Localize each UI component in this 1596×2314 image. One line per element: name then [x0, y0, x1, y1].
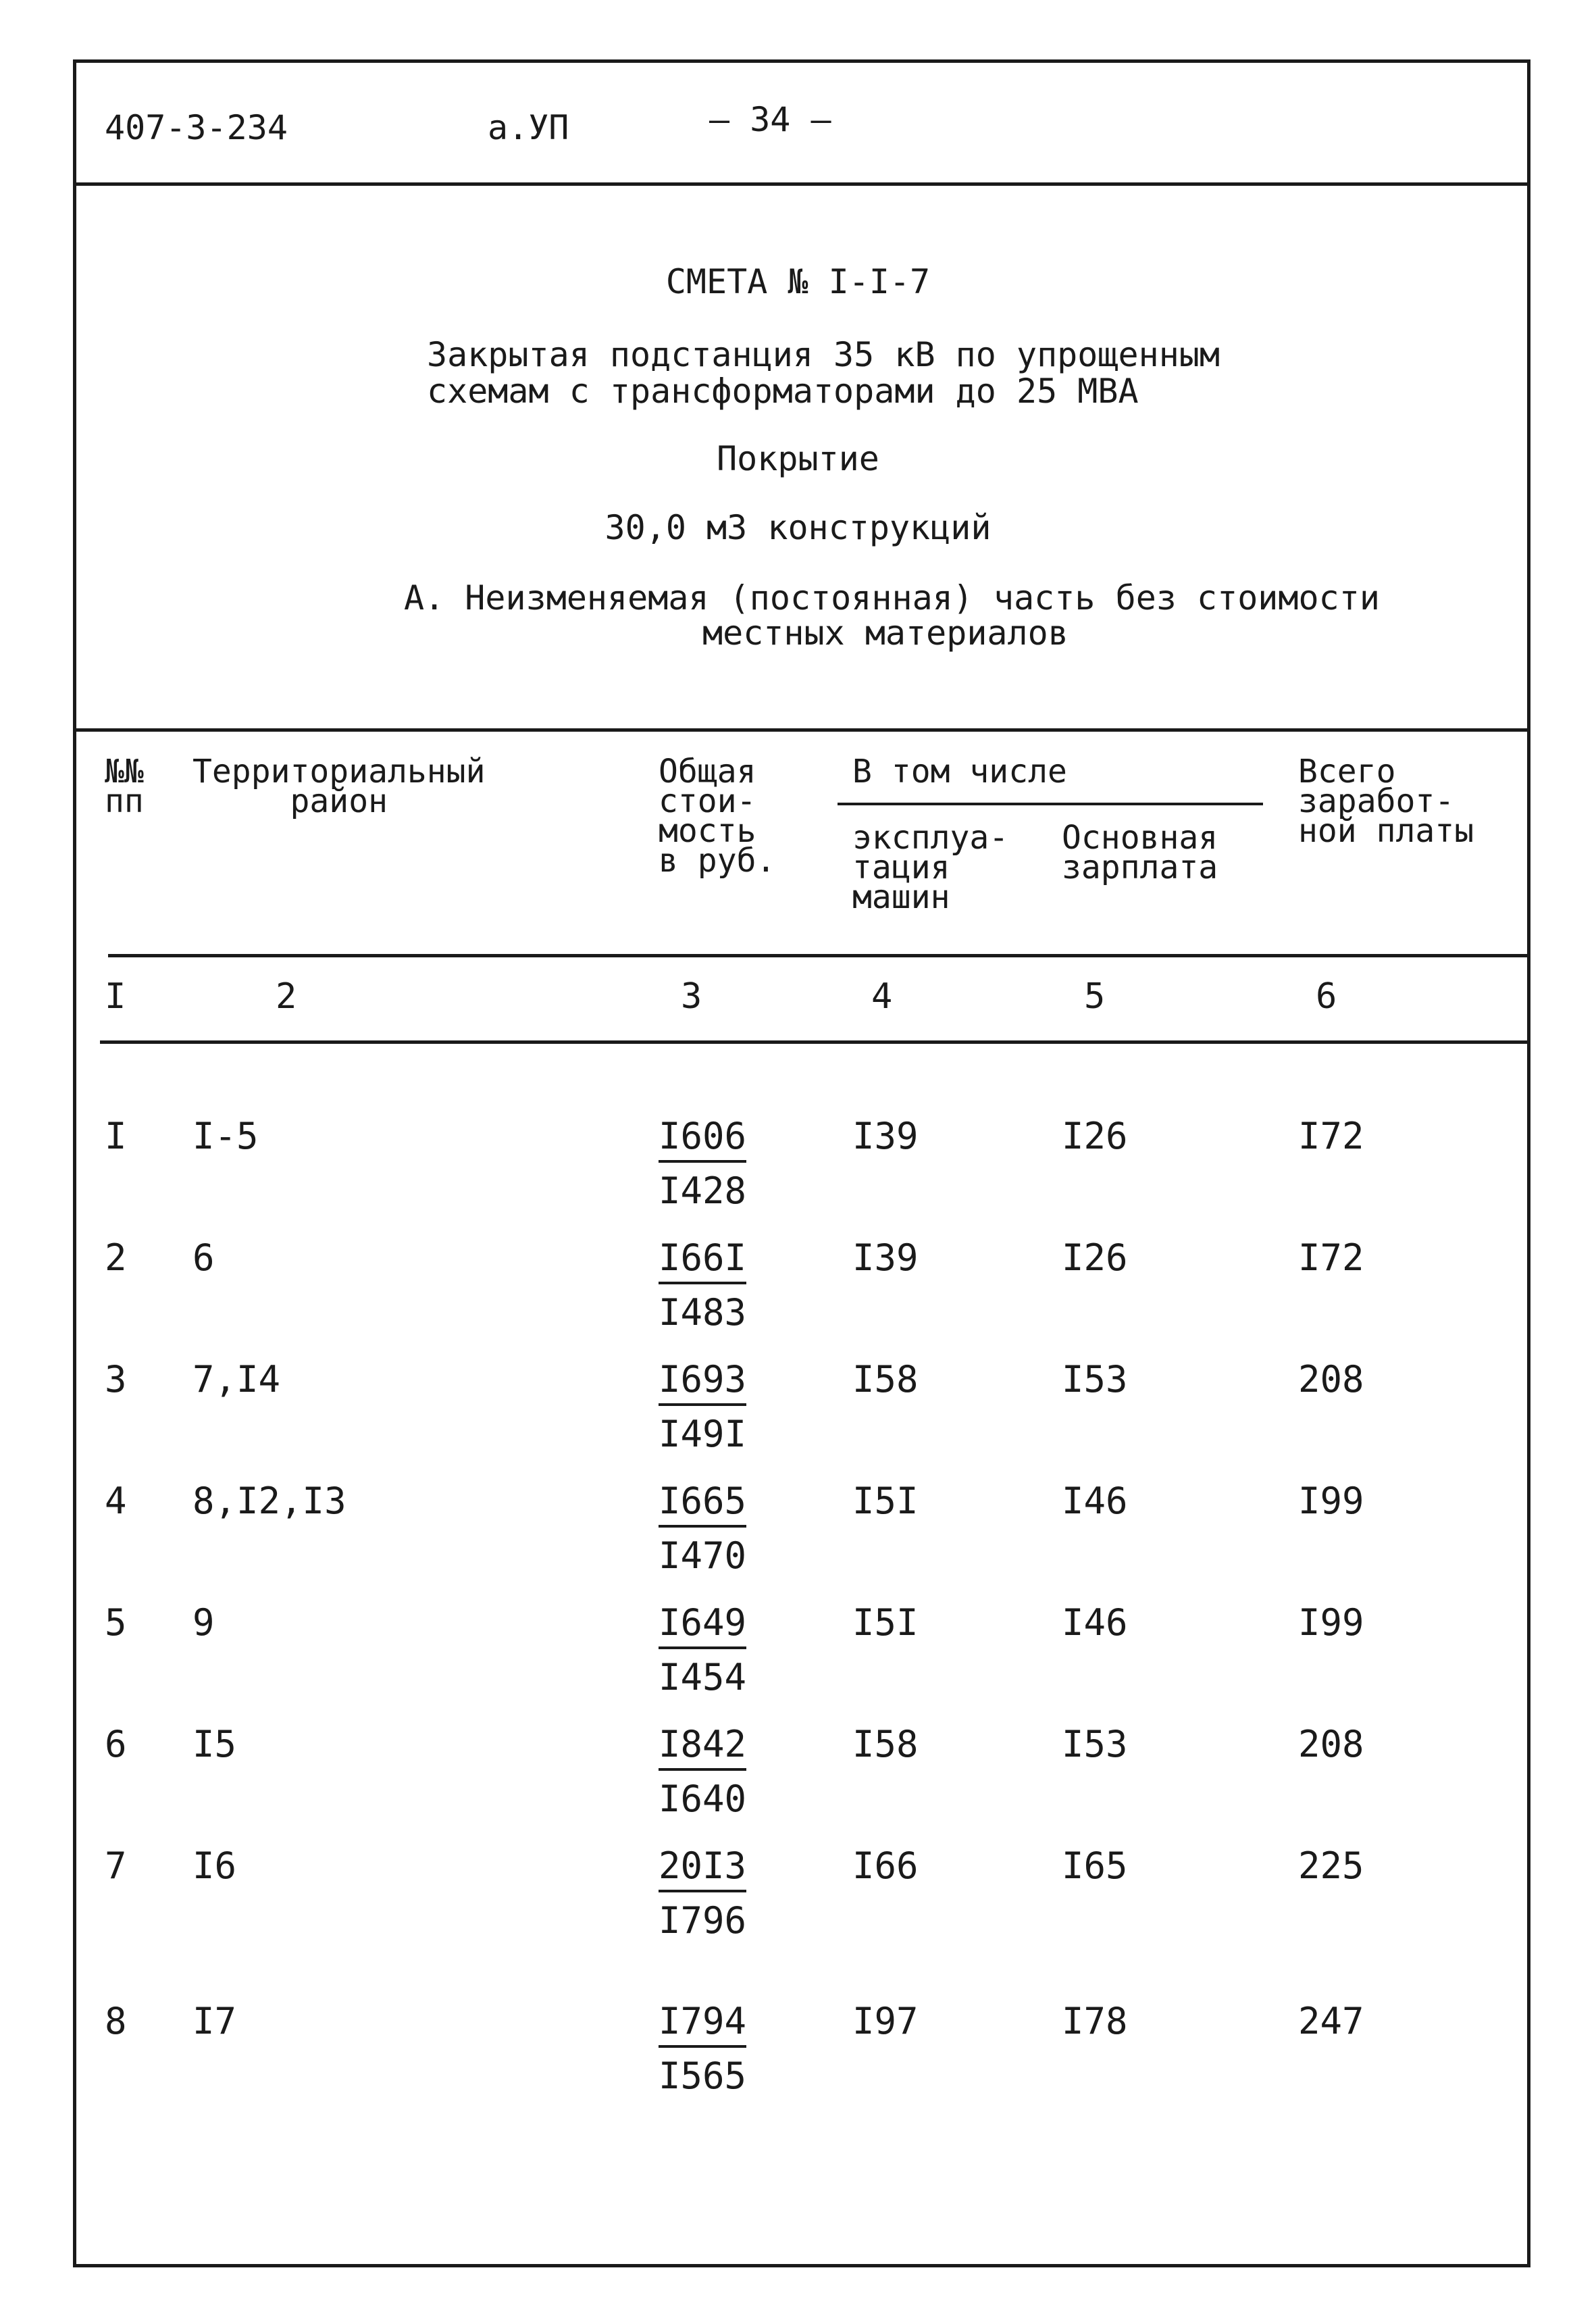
row-4-total-top: I665 — [659, 1480, 746, 1528]
header-including: В том числе — [852, 753, 1067, 790]
header-total-wage: Всего заработ- ной платы — [1298, 753, 1474, 850]
album-label: а.УП — [488, 108, 569, 147]
row-3-machines: I58 — [852, 1358, 919, 1401]
row-3-total-top: I693 — [659, 1358, 746, 1406]
part-line-1: А. Неизменяемая (постоянная) часть без стоимости — [404, 578, 1380, 618]
row-2-total-wage: I72 — [1298, 1236, 1364, 1279]
header-total-cost: Общая стои- мость в руб. — [659, 753, 776, 880]
header-num: №№ пп — [105, 753, 144, 820]
col-number-1: I — [105, 976, 126, 1017]
row-1-total — [659, 1115, 746, 1212]
row-7-machines: I66 — [852, 1844, 919, 1887]
col-number-4: 4 — [871, 976, 893, 1017]
estimate-title: СМЕТА № I-I-7 — [665, 262, 931, 301]
row-1-wage: I26 — [1062, 1115, 1128, 1157]
row-4-wage: I46 — [1062, 1480, 1128, 1522]
row-8-total-top: I794 — [659, 2000, 746, 2048]
row-8-total — [659, 2000, 746, 2097]
row-8-num: 8 — [105, 2000, 127, 2042]
col-number-6: 6 — [1316, 976, 1337, 1017]
row-5-wage: I46 — [1062, 1601, 1128, 1644]
row-7-wage: I65 — [1062, 1844, 1128, 1887]
part-line-2: местных материалов — [702, 613, 1069, 653]
row-5-total-bottom: I454 — [659, 1656, 747, 1699]
row-7-num: 7 — [105, 1844, 127, 1887]
row-2-total-bottom: I483 — [659, 1291, 747, 1334]
row-6-total — [659, 1723, 746, 1820]
row-7-total — [659, 1844, 746, 1942]
including-rule — [838, 803, 1263, 805]
header-machines: эксплуа- тация машин — [852, 819, 1009, 916]
row-6-total-bottom: I640 — [659, 1778, 747, 1820]
row-5-total-top: I649 — [659, 1601, 746, 1649]
header-region: Территориальный район — [192, 753, 486, 820]
row-6-total-wage: 208 — [1298, 1723, 1364, 1765]
row-2-num: 2 — [105, 1236, 127, 1279]
row-5-total — [659, 1601, 746, 1699]
row-7-total-top: 20I3 — [659, 1844, 746, 1892]
row-1-region: I-5 — [192, 1115, 259, 1157]
row-4-num: 4 — [105, 1480, 127, 1522]
section-name: Покрытие — [717, 439, 879, 478]
col-number-2: 2 — [276, 976, 297, 1017]
row-6-wage: I53 — [1062, 1723, 1128, 1765]
row-7-region: I6 — [192, 1844, 237, 1887]
volume-line: 30,0 м3 конструкций — [604, 508, 992, 547]
row-3-total-bottom: I49I — [659, 1413, 747, 1455]
row-6-region: I5 — [192, 1723, 237, 1765]
col-numbers-rule — [100, 1040, 1528, 1044]
row-3-total-wage: 208 — [1298, 1358, 1364, 1401]
row-2-region: 6 — [192, 1236, 215, 1279]
row-4-total-bottom: I470 — [659, 1534, 747, 1577]
row-8-total-wage: 247 — [1298, 2000, 1364, 2042]
object-line-1: Закрытая подстанция 35 кВ по упрощенным — [427, 335, 1220, 374]
row-2-total — [659, 1236, 746, 1334]
row-6-machines: I58 — [852, 1723, 919, 1765]
row-7-total-wage: 225 — [1298, 1844, 1364, 1887]
row-4-machines: I5I — [852, 1480, 919, 1522]
doc-code: 407-3-234 — [105, 108, 288, 147]
row-1-total-wage: I72 — [1298, 1115, 1364, 1157]
row-2-total-top: I66I — [659, 1236, 746, 1284]
page-number: — 34 — — [709, 100, 831, 139]
row-1-machines: I39 — [852, 1115, 919, 1157]
row-5-num: 5 — [105, 1601, 127, 1644]
row-3-wage: I53 — [1062, 1358, 1128, 1401]
row-1-total-top: I606 — [659, 1115, 746, 1163]
header-bottom-rule — [108, 954, 1528, 957]
header-wage: Основная зарплата — [1062, 819, 1218, 886]
row-3-num: 3 — [105, 1358, 127, 1401]
row-1-num: I — [105, 1115, 127, 1157]
row-3-region: 7,I4 — [192, 1358, 281, 1401]
row-8-total-bottom: I565 — [659, 2055, 747, 2097]
row-4-total — [659, 1480, 746, 1577]
row-5-total-wage: I99 — [1298, 1601, 1364, 1644]
row-2-wage: I26 — [1062, 1236, 1128, 1279]
col-number-5: 5 — [1084, 976, 1106, 1017]
row-5-region: 9 — [192, 1601, 215, 1644]
row-3-total — [659, 1358, 746, 1455]
header-rule — [76, 182, 1528, 186]
row-8-region: I7 — [192, 2000, 237, 2042]
row-4-total-wage: I99 — [1298, 1480, 1364, 1522]
row-6-num: 6 — [105, 1723, 127, 1765]
row-8-wage: I78 — [1062, 2000, 1128, 2042]
object-line-2: схемам с трансформаторами до 25 МВА — [427, 372, 1139, 411]
row-5-machines: I5I — [852, 1601, 919, 1644]
row-1-total-bottom: I428 — [659, 1169, 747, 1212]
row-7-total-bottom: I796 — [659, 1899, 747, 1942]
table-top-rule — [76, 728, 1528, 732]
col-number-3: 3 — [681, 976, 702, 1017]
row-8-machines: I97 — [852, 2000, 919, 2042]
row-4-region: 8,I2,I3 — [192, 1480, 346, 1522]
row-2-machines: I39 — [852, 1236, 919, 1279]
row-6-total-top: I842 — [659, 1723, 746, 1771]
